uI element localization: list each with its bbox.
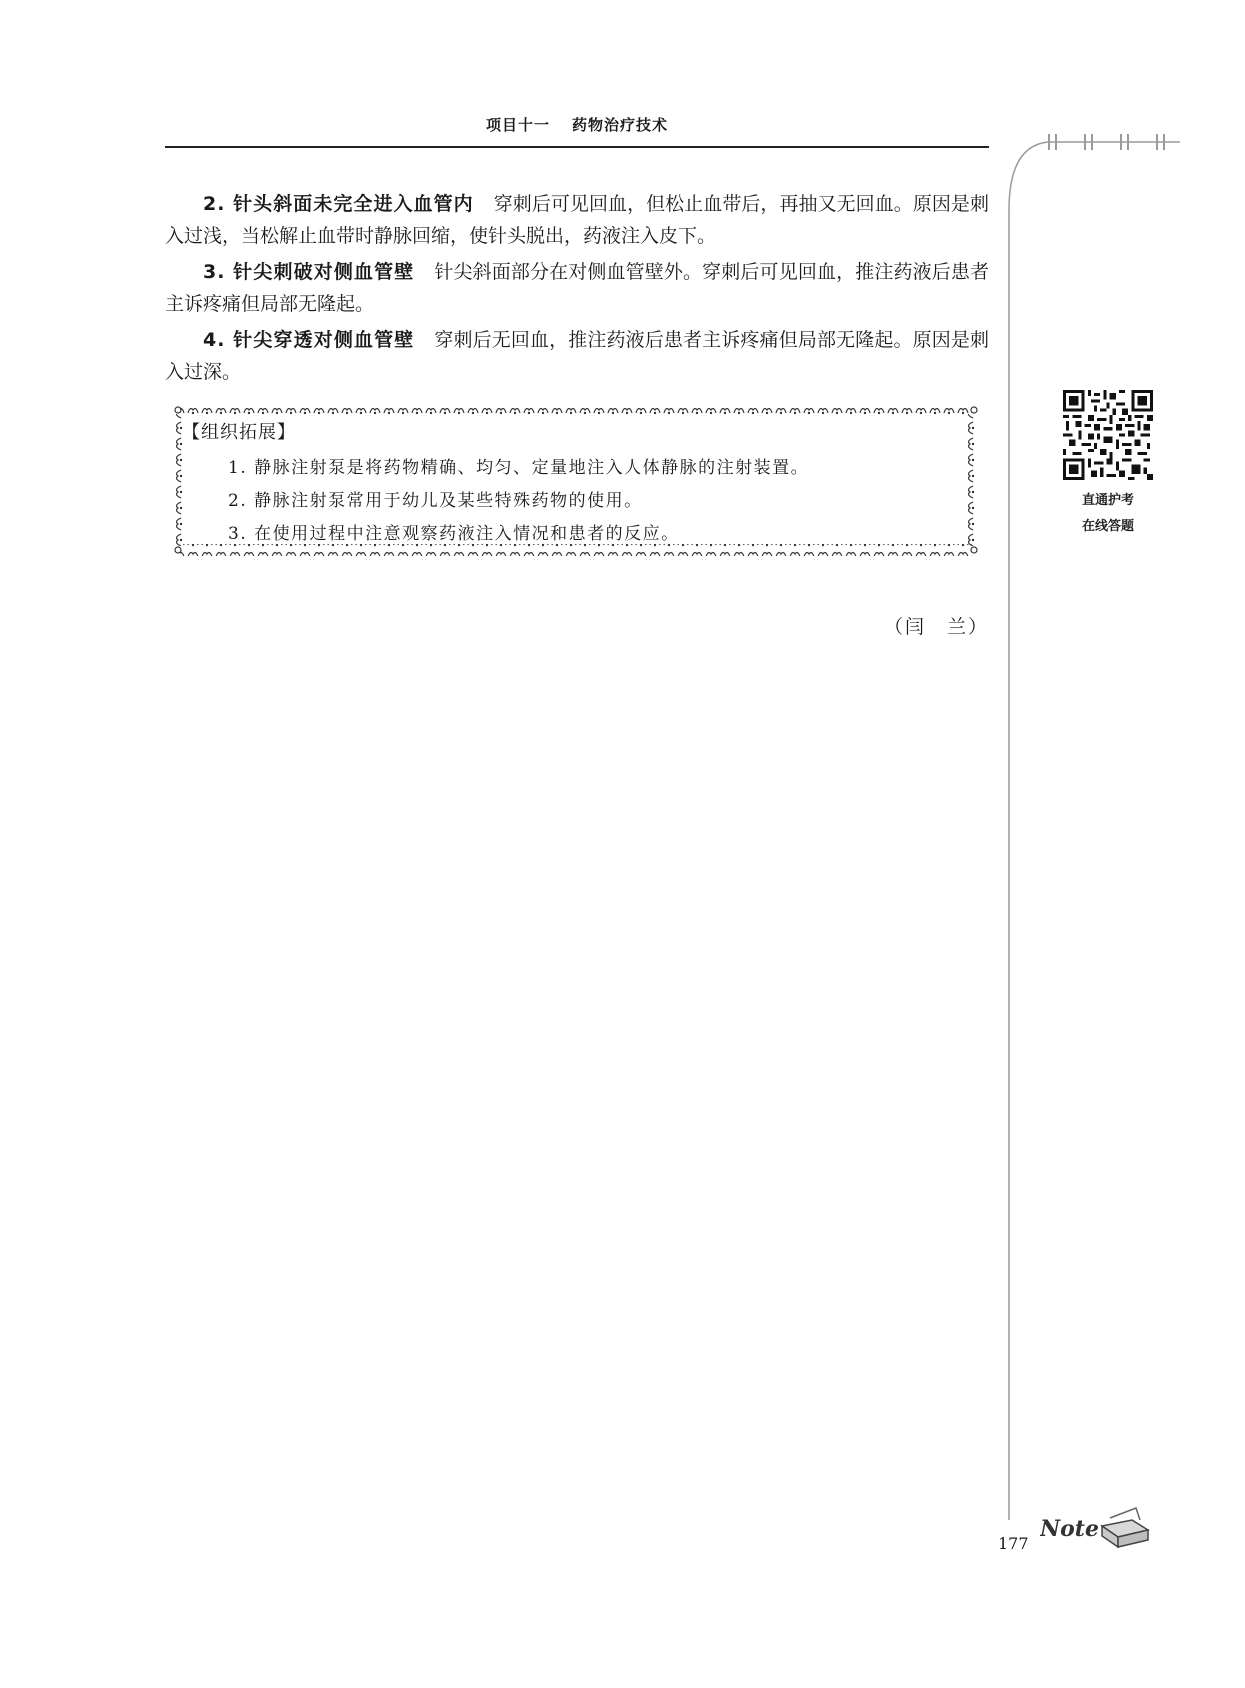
paragraph-heading: 3. 针尖刺破对侧血管壁 — [203, 261, 415, 283]
box-item: 1. 静脉注射泵是将药物精确、均匀、定量地注入人体静脉的注射装置。 — [228, 458, 810, 478]
qr-code-icon[interactable] — [1063, 390, 1153, 480]
header-chapter: 项目十一 — [485, 116, 550, 134]
qr-caption-line2: 在线答题 — [1081, 519, 1134, 534]
paragraph-text: 穿刺后无回血，推注药液后患者主诉疼痛但局部无隆起。原因是刺入过深。 — [165, 329, 989, 383]
header-topic: 药物治疗技术 — [572, 116, 669, 134]
paragraph-heading: 4. 针尖穿透对侧血管壁 — [203, 329, 415, 351]
paragraph-2 — [165, 188, 989, 252]
note-label: Note — [1040, 1516, 1099, 1542]
paragraph-text: 穿刺后可见回血，但松止血带后，再抽又无回血。原因是刺入过浅，当松解止血带时静脉回缩，使针头脱出，药液注入皮下。 — [165, 193, 989, 247]
box-title: 【组织拓展】 — [182, 422, 296, 443]
box-item: 3. 在使用过程中注意观察药液注入情况和患者的反应。 — [228, 524, 680, 544]
qr-caption — [1040, 488, 1176, 540]
paragraph-3 — [165, 256, 989, 320]
paragraph-text: 针尖斜面部分在对侧血管壁外。穿刺后可见回血，推注药液后患者主诉疼痛但局部无隆起。 — [165, 261, 989, 315]
extension-box — [172, 404, 980, 556]
box-items — [228, 452, 809, 551]
box-item: 2. 静脉注射泵常用于幼儿及某些特殊药物的使用。 — [228, 491, 643, 511]
note-icon — [1040, 1504, 1160, 1556]
page-number: 177 — [998, 1534, 1029, 1553]
paragraph-heading: 2. 针头斜面未完全进入血管内 — [203, 193, 474, 215]
qr-caption-line1: 直通护考 — [1081, 493, 1134, 508]
body-text — [165, 188, 989, 392]
author-credit: （闫 兰） — [883, 616, 989, 638]
paragraph-4 — [165, 324, 989, 388]
